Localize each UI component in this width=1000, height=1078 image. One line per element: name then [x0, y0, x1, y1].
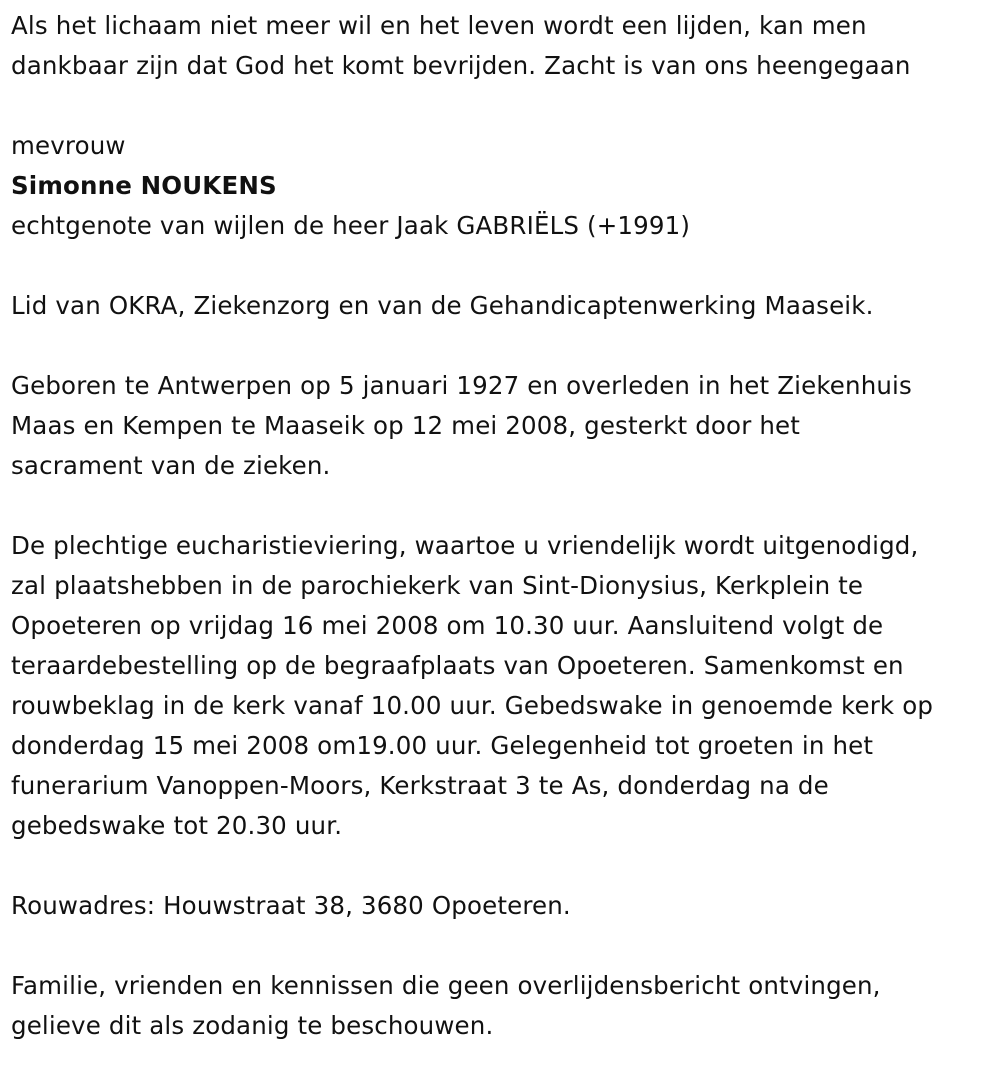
closing-line: Familie, vrienden en kennissen die geen overlijdensbericht ontvingen,	[11, 971, 881, 1000]
ceremony-line: Opoeteren op vrijdag 16 mei 2008 om 10.30 uur. Aansluitend volgt de	[11, 611, 884, 640]
paragraph-spacer	[11, 326, 996, 366]
closing-line: gelieve dit als zodanig te beschouwen.	[11, 1011, 494, 1040]
deceased-name: Simonne NOUKENS	[11, 171, 277, 200]
closing-paragraph	[11, 966, 996, 1046]
ceremony-paragraph	[11, 526, 996, 846]
paragraph-spacer	[11, 486, 996, 526]
paragraph-spacer	[11, 86, 996, 126]
ceremony-line: funerarium Vanoppen-Moors, Kerkstraat 3 te As, donderdag na de	[11, 771, 829, 800]
birth-death-line: Maas en Kempen te Maaseik op 12 mei 2008, gesterkt door het	[11, 411, 801, 440]
ceremony-line: gebedswake tot 20.30 uur.	[11, 811, 343, 840]
spouse-line: echtgenote van wijlen de heer Jaak GABRIËLS (+1991)	[11, 211, 691, 240]
birth-death-paragraph	[11, 366, 996, 486]
salutation: mevrouw	[11, 131, 126, 160]
intro-line: Als het lichaam niet meer wil en het leven wordt een lijden, kan men	[11, 11, 867, 40]
ceremony-line: zal plaatshebben in de parochiekerk van Sint-Dionysius, Kerkplein te	[11, 571, 864, 600]
birth-death-line: Geboren te Antwerpen op 5 januari 1927 en overleden in het Ziekenhuis	[11, 371, 912, 400]
birth-death-line: sacrament van de zieken.	[11, 451, 331, 480]
ceremony-line: donderdag 15 mei 2008 om19.00 uur. Gelegenheid tot groeten in het	[11, 731, 874, 760]
mourning-address: Rouwadres: Houwstraat 38, 3680 Opoeteren.	[11, 891, 571, 920]
paragraph-spacer	[11, 246, 996, 286]
obituary-document	[11, 6, 996, 1046]
paragraph-spacer	[11, 846, 996, 886]
ceremony-line: teraardebestelling op de begraafplaats van Opoeteren. Samenkomst en	[11, 651, 904, 680]
membership-line: Lid van OKRA, Ziekenzorg en van de Gehandicaptenwerking Maaseik.	[11, 291, 874, 320]
paragraph-spacer	[11, 926, 996, 966]
intro-paragraph	[11, 6, 996, 86]
ceremony-line: De plechtige eucharistieviering, waartoe u vriendelijk wordt uitgenodigd,	[11, 531, 919, 560]
ceremony-line: rouwbeklag in de kerk vanaf 10.00 uur. Gebedswake in genoemde kerk op	[11, 691, 934, 720]
intro-line: dankbaar zijn dat God het komt bevrijden. Zacht is van ons heengegaan	[11, 51, 911, 80]
